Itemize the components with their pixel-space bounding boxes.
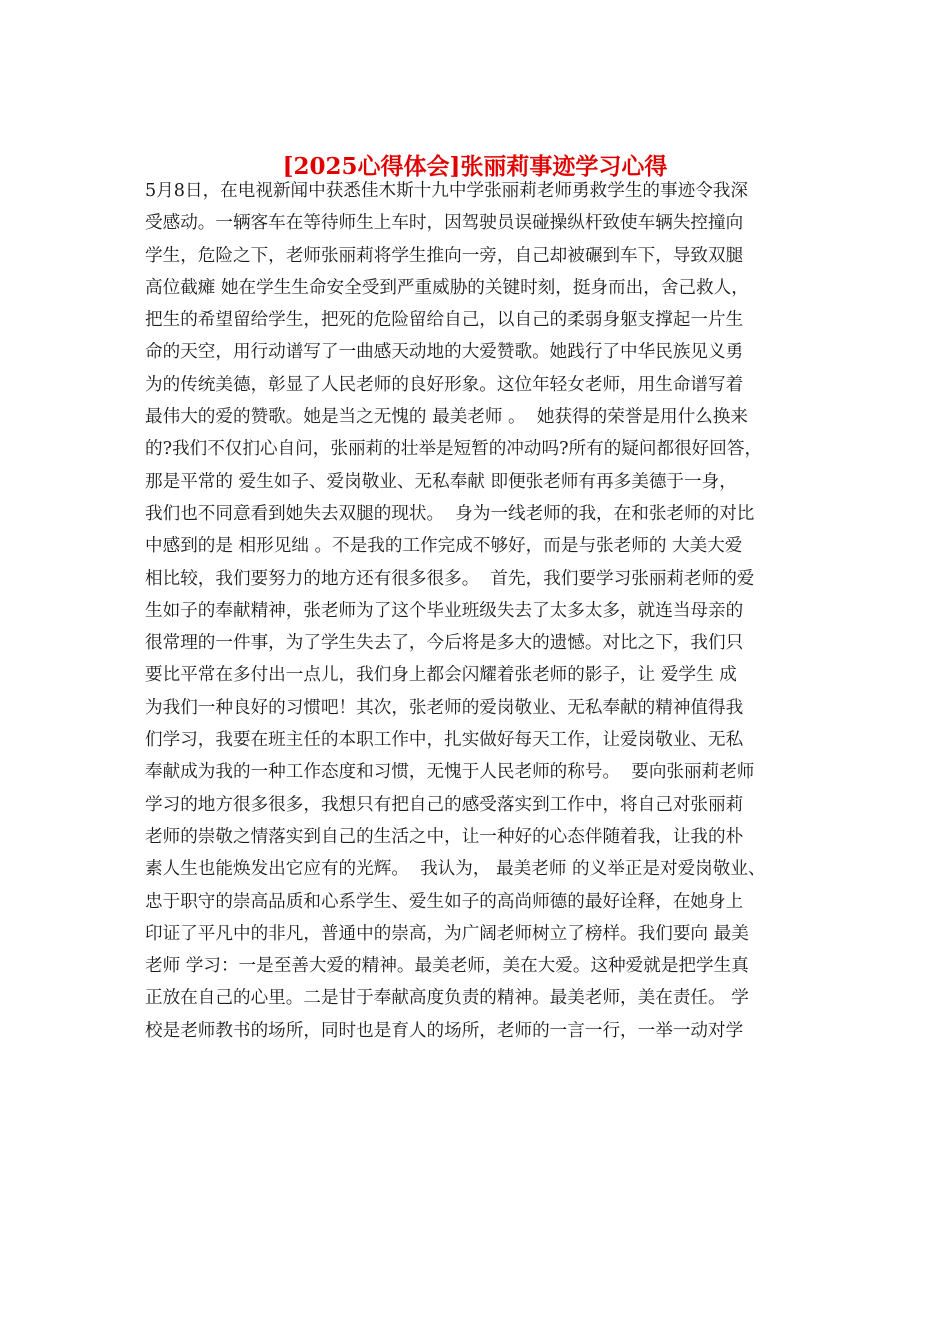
body-line: 我们也不同意看到她失去双腿的现状。 身为一线老师的我，在和张老师的对比 xyxy=(145,503,755,524)
body-line: 高位截瘫 她在学生生命安全受到严重威胁的关键时刻，挺身而出，舍己救人， xyxy=(145,277,749,298)
body-line: 奉献成为我的一种工作态度和习惯，无愧于人民老师的称号。 要向张丽莉老师 xyxy=(145,762,755,783)
body-line: 素人生也能焕发出它应有的光辉。 我认为， 最美老师 的义举正是对爱岗敬业、 xyxy=(145,859,766,880)
body-line: 命的天空，用行动谱写了一曲感天动地的大爱赞歌。她践行了中华民族见义勇 xyxy=(145,342,744,363)
body-line: 正放在自己的心里。二是甘于奉献高度负责的精神。最美老师，美在责任。 学 xyxy=(145,988,749,1009)
body-line: 那是平常的 爱生如子、爱岗敬业、无私奉献 即便张老师有再多美德于一身， xyxy=(145,471,737,492)
body-line: 中感到的是 相形见绌 。不是我的工作完成不够好，而是与张老师的 大美大爱 xyxy=(145,536,743,557)
body-line: 们学习，我要在班主任的本职工作中，扎实做好每天工作，让爱岗敬业、无私 xyxy=(145,730,744,751)
body-line: 生如子的奉献精神，张老师为了这个毕业班级失去了太多太多，就连当母亲的 xyxy=(145,600,744,621)
body-line: 印证了平凡中的非凡，普通中的崇高，为广阔老师树立了榜样。我们要向 最美 xyxy=(145,923,749,944)
body-line: 相比较，我们要努力的地方还有很多很多。 首先，我们要学习张丽莉老师的爱 xyxy=(145,568,755,589)
body-line: 最伟大的爱的赞歌。她是当之无愧的 最美老师 。 她获得的荣誉是用什么换来 xyxy=(145,407,748,428)
body-line: 为我们一种良好的习惯吧！其次，张老师的爱岗敬业、无私奉献的精神值得我 xyxy=(145,697,744,718)
body-line: 学习的地方很多很多，我想只有把自己的感受落实到工作中，将自己对张丽莉 xyxy=(145,794,744,815)
body-line: 5月8日，在电视新闻中获悉佳木斯十九中学张丽莉老师勇救学生的事迹令我深 xyxy=(145,181,748,201)
document-body xyxy=(145,175,815,1047)
body-line: 要比平常在多付出一点儿，我们身上都会闪耀着张老师的影子，让 爱学生 成 xyxy=(145,665,737,686)
body-line: 老师的崇敬之情落实到自己的生活之中，让一种好的心态伴随着我，让我的朴 xyxy=(145,826,744,847)
body-line: 把生的希望留给学生，把死的危险留给自己，以自己的柔弱身躯支撑起一片生 xyxy=(145,310,744,331)
body-line: 受感动。一辆客车在等待师生上车时，因驾驶员误碰操纵杆致使车辆失控撞向 xyxy=(145,213,744,234)
body-line: 忠于职守的崇高品质和心系学生、爱生如子的高尚师德的最好诠释，在她身上 xyxy=(145,891,744,912)
body-line: 为的传统美德，彰显了人民老师的良好形象。这位年轻女老师，用生命谱写着 xyxy=(145,374,744,395)
body-line: 学生，危险之下，老师张丽莉将学生推向一旁，自己却被碾到车下，导致双腿 xyxy=(145,245,744,266)
body-line: 的?我们不仅扪心自问，张丽莉的壮举是短暂的冲动吗?所有的疑问都很好回答， xyxy=(145,439,763,460)
body-line: 校是老师教书的场所，同时也是育人的场所，老师的一言一行，一举一动对学 xyxy=(145,1020,744,1041)
document-title: [2025心得体会]张丽莉事迹学习心得 xyxy=(282,153,668,180)
body-line: 老师 学习：一是至善大爱的精神。最美老师，美在大爱。这种爱就是把学生真 xyxy=(145,956,749,977)
body-line: 很常理的一件事，为了学生失去了，今后将是多大的遗憾。对比之下，我们只 xyxy=(145,633,744,654)
